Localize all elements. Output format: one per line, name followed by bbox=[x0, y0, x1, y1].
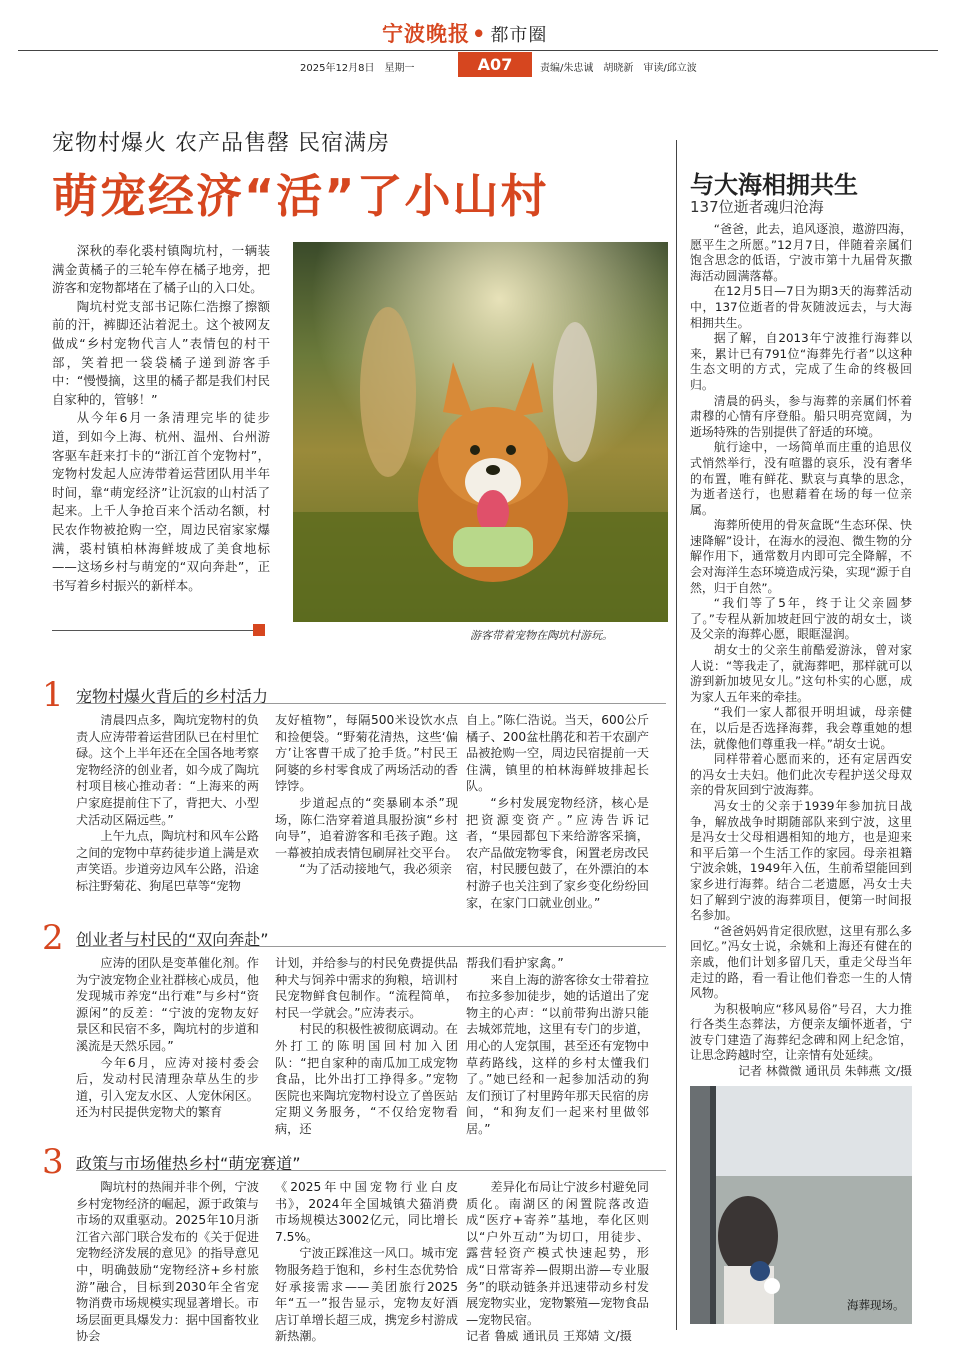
section-1-number: 1 bbox=[42, 675, 64, 715]
section-3-rule bbox=[76, 1170, 666, 1171]
side-byline: 记者 林微微 通讯员 朱韩燕 文/摄 bbox=[738, 1064, 912, 1079]
section-1-col-2: 友好植物”，每隔500米设饮水点和捡便袋。“野菊花清热，这些‘偏方’让客曹干成了抢手货。”村民王阿婆的乡村零食成了两场活动的香饽饽。 步道起点的“奕暴刷本杀”现场，陈仁浩穿着道具服扮演“乡村向导”，追着游客和毛孩子跑。这一幕被拍成表情包刷屏社交平台。 “为了活动接地气，我必须亲 bbox=[275, 713, 458, 877]
paper-name: 宁波晚报 bbox=[382, 21, 470, 46]
section-3-col-2: 《2025年中国宠物行业白皮书》，2024年全国城镇犬猫消费市场规模达3002亿元，同比增长7.5%。 宁波正踩准这一风口。城市宠物服务趋于饱和，乡村生态优势恰好承接需求——美团旅行2025年“五一”报告显示，宠物友好酒店订单增长超三成，携宠乡村游成新热潮。 bbox=[275, 1180, 458, 1344]
section-3-col-3: 差异化布局让宁波乡村避免同质化。南湖区的闲置院落改造成“医疗+寄养”基地，奉化区则以“户外互动”为切口，用徒步、露营轻资产模式快速起势，形成“日常寄养—假期出游—专业服务”的联动链条并迅速带动乡村发展宠物实业，宠物繁殖—宠物食品—宠物民宿。 记者 鲁威 通讯员 王郑婧 文/摄 bbox=[466, 1180, 649, 1344]
section-name: 都市圈 bbox=[490, 25, 548, 46]
corgi-photo bbox=[293, 242, 668, 622]
page-number: A07 bbox=[458, 52, 532, 77]
section-1-title: 宠物村爆火背后的乡村活力 bbox=[76, 687, 269, 706]
side-subhead: 137位逝者魂归沧海 bbox=[690, 198, 824, 216]
section-3-title: 政策与市场催热乡村“萌宠赛道” bbox=[76, 1154, 301, 1173]
section-2-number: 2 bbox=[42, 918, 64, 958]
section-3-col-1: 陶坑村的热闹并非个例，宁波乡村宠物经济的崛起，源于政策与市场的双重驱动。2025年10月浙江省六部门联合发布的《关于促进宠物经济发展的意见》的指导意见中，明确鼓励“宠物经济+乡村旅游”融合，目标到2030年全省宠物消费市场规模实现显著增长。市场层面更具爆发力：据中国畜牧业协会 bbox=[76, 1180, 259, 1344]
masthead-dot: • bbox=[472, 21, 487, 46]
photo-caption: 游客带着宠物在陶坑村游玩。 bbox=[470, 629, 613, 642]
section-3-number: 3 bbox=[42, 1142, 64, 1182]
section-2-col-2: 计划，并给参与的村民免费提供品种犬与饲养中需求的狗粮，培训村民宠物鲜食包制作。“流程简单，村民一学就会。”应涛表示。 村民的积极性被彻底调动。在外打工的陈明国回村加入团队：“把自家种的南瓜加工成宠物食品，比外出打工挣得多。”宠物医院也来陶坑宠物村设立了兽医站定期义务服务，“不仅给宠物看病，还 bbox=[275, 956, 458, 1136]
column-divider bbox=[676, 140, 677, 1330]
article-intro: 深秋的奉化裘村镇陶坑村，一辆装满金黄橘子的三轮车停在橘子地旁，把游客和宠物都堵在了橘子山的入口处。 陶坑村党支部书记陈仁浩擦了擦额前的汗，裤脚还沾着泥土。这个被网友做成“乡村宠物代言人”表情包的村干部，笑着把一袋袋橘子递到游客手中：“慢慢摘，这里的橘子都是我们村民自家种的，管够！” 从今年6月一条清理完毕的徒步道，到如今上海、杭州、温州、台州游客驱车赶来打卡的“浙江首个宠物村”，宠物村发起人应涛带着运营团队用半年时间，靠“萌宠经济”让沉寂的山村活了起来。上千人争抢百来个活动名额，村民农作物被抢购一空，周边民宿家家爆满，裘村镇柏林海鲜坡成了美食地标——这场乡村与萌宠的“双向奔赴”，正书写着乡村振兴的新样本。 bbox=[52, 243, 270, 593]
sea-burial-photo bbox=[690, 1086, 912, 1324]
article-kicker: 宠物村爆火 农产品售罄 民宿满房 bbox=[52, 131, 390, 156]
section-1-rule bbox=[76, 703, 666, 704]
editors-credit: 责编/朱忠诚 胡晓新 审读/邱立波 bbox=[540, 63, 697, 74]
section-2-col-3: 帮我们看护家禽。” 来自上海的游客徐女士带着拉布拉多参加徒步，她的话道出了宠物主的心声：“以前带狗出游只能去城郊荒地，这里有专门的步道，用心的人宠氛围，甚至还有宠物中草药路线，这样的乡村太懂我们了。”她已经和一起参加活动的狗友们预订了村里跨年那天民宿的房间，“和狗友们一起来村里做邻居。” bbox=[466, 956, 649, 1136]
section-1-col-3: 自上。”陈仁浩说。当天，600公斤橘子、200盆杜鹃花和若干农副产品被抢购一空，周边民宿提前一天住满，镇里的柏林海鲜坡排起长队。 “乡村发展宠物经济，核心是把资源变资产。”应涛告诉记者，“果园都包下来给游客采摘，农产品做宠物零食，闲置老房改民宿，村民腰包鼓了，在外漂泊的本村游子也关注到了家乡变化纷纷回家，在家门口就业创业。” bbox=[466, 713, 649, 910]
intro-rule bbox=[52, 630, 264, 631]
section-2-title: 创业者与村民的“双向奔赴” bbox=[76, 930, 269, 949]
section-1-col-1: 清晨四点多，陶坑宠物村的负责人应涛带着运营团队已在村里忙碌。这个上半年还在全国各地考察宠物经济的创业者，如今成了陶坑村项目核心推动者：“上海来的两户家庭提前住下了，背把大、小型犬活动区隔远些。” 上午九点，陶坑村和风车公路之间的宠物中草药徒步道上满是欢声笑语。步道旁边风车公路，沿途标注野菊花、狗尾巴草等“宠物 bbox=[76, 713, 259, 893]
side-headline: 与大海相拥共生 bbox=[690, 171, 858, 199]
side-article-body: “爸爸，此去，追风逐浪，遨游四海，愿平生之所愿。”12月7日，伴随着亲属们饱含思念的低语，宁波市第十九届骨灰撒海活动圆满落幕。 在12月5日—7日为期3天的海葬活动中，137位逝者的骨灰随波远去，与大海相拥共生。 据了解，自2013年宁波推行海葬以来，累计已有791位“海葬先行者”以这种生态文明的方式，完成了生命的终极回归。 清晨的码头，参与海葬的亲属们怀着肃穆的心情有序登船。船只明亮宽阔，为逝场特殊的告别提供了舒适的环境。 航行途中，一场简单而庄重的追思仪式悄然举行，没有喧嚣的哀乐，没有奢华的布置，唯有鲜花、默哀与真挚的思念，为逝者送行，也慰藉着在场的每一位亲属。 海葬所使用的骨灰盒既“生态环保、快速降解”设计，在海水的浸泡、微生物的分解作用下，通常数月内即可完全降解，不会对海洋生态环境造成污染，实现“源于自然，归于自然”。 “我们等了5年，终于让父亲圆梦了。”专程从新加坡赶回宁波的胡女士，谈及父亲的海葬心愿，眼眶湿润。 胡女士的父亲生前酷爱游泳，曾对家人说：“等我走了，就海葬吧，那样就可以游到新加坡见女儿。”这句朴实的心愿，成为家人五年来的牵挂。 “我们一家人都很开明坦诚，母亲健在，以后是否选择海葬，我会尊重她的想法，就像他们尊重我一样。”胡女士说。 同样带着心愿而来的，还有定居西安的冯女士夫妇。他们此次专程护送父母双亲的骨灰回到宁波海葬。 冯女士的父亲于1939年参加抗日战争，解放战争时期随部队来到宁波，这里是冯女士父母相遇相知的地方，也是迎来和平后第一个生活工作的家园。母亲祖籍宁波余姚，1949年入伍，生前希望能回到家乡进行海葬。结合二老遗愿，冯女士夫妇了解到宁波的海葬项目，便第一时间报名参加。 “爸爸妈妈肯定很欣慰，这里有那么多回忆。”冯女士说，余姚和上海还有健在的亲戚，他们计划多留几天，重走父母当年走过的路，看一看让他们眷恋一生的人情风物。 为积极响应“移风易俗”号召，大力推行各类生态葬法，方便亲友缅怀逝者，宁波专门建造了海葬纪念碑和网上纪念馆，让思念跨越时空，让亲情有处延续。 记者 林微微 通讯员 朱韩燕 文/摄 bbox=[690, 222, 912, 1079]
section-2-col-1: 应涛的团队是变革催化剂。作为宁波宠物企业社群核心成员，他发现城市养宠“出行难”与乡村“资源闲”的反差：“宁波的宠物友好景区和民宿不多，陶坑村的步道和溪流是天然乐园。” 今年6月，应涛对接村委会后，发动村民清理杂草丛生的步道，引入宠友水区、人宠休闲区。还为村民提供宠物犬的繁育 bbox=[76, 956, 259, 1120]
sea-burial-caption: 海葬现场。 bbox=[847, 1298, 905, 1312]
header-rule bbox=[18, 50, 938, 51]
article-headline: 萌宠经济“活”了小山村 bbox=[52, 169, 549, 223]
intro-end-square bbox=[253, 624, 265, 636]
masthead bbox=[382, 18, 547, 48]
section-2-rule bbox=[76, 946, 666, 947]
issue-date: 2025年12月8日 星期一 bbox=[300, 63, 415, 74]
